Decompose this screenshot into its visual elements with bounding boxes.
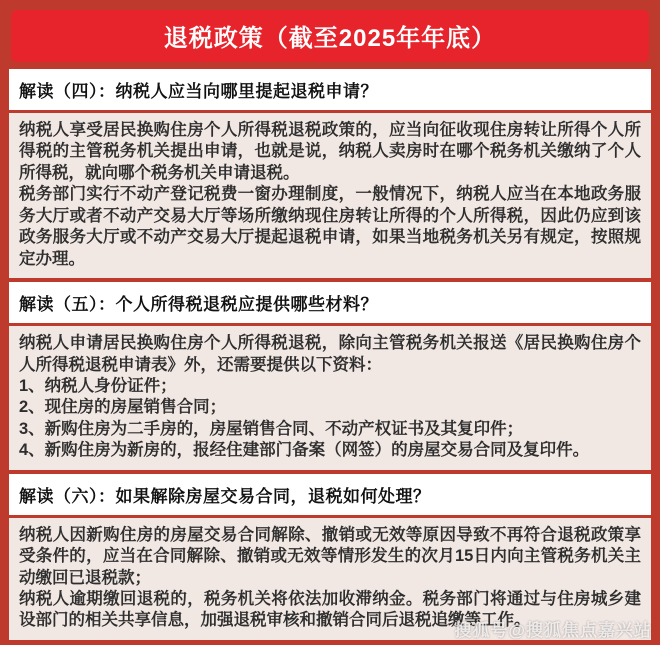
paragraph: 纳税人申请居民换购住房个人所得税退税，除向主管税务机关报送《居民换购住房个人所得税退税申请表》外，还需要提供以下资料： xyxy=(19,334,641,374)
list-item-4: 4、新购住房为新房的，报经住建部门备案（网签）的房屋交易合同及复印件。 xyxy=(19,441,590,460)
watermark: 搜狐号@搜狐焦点嘉兴站 xyxy=(454,621,652,640)
section-jiedu-6 xyxy=(9,474,651,640)
section-jiedu-4 xyxy=(9,69,651,278)
list-item-2: 2、现住房的房屋销售合同； xyxy=(19,398,227,417)
list-item-1: 1、纳税人身份证件； xyxy=(19,376,177,395)
paragraph: 税务部门实行不动产登记税费一窗办理制度，一般情况下，纳税人应当在本地政务服务大厅或者不动产交易大厅等场所缴纳现住房转让所得的个人所得税，因此仍应到该政务服务大厅或不动产交易大厅提起退税申请，如果当地税务机关另有规定，按照规定办理。 xyxy=(19,185,641,268)
paragraph: 纳税人享受居民换购住房个人所得税退税政策的，应当向征收现住房转让所得个人所得税的主管税务机关提出申请，也就是说，纳税人卖房时在哪个税务机关缴纳了个人所得税，就向哪个税务机关申请退税。 xyxy=(19,121,641,182)
section-jiedu-5 xyxy=(9,282,651,470)
list-item-3: 3、新购住房为二手房的，房屋销售合同、不动产权证书及其复印件； xyxy=(19,419,524,438)
paragraph: 纳税人因新购住房的房屋交易合同解除、撤销或无效等原因导致不再符合退税政策享受条件的，应当在合同解除、撤销或无效等情形发生的次月15日内向主管税务机关主动缴回已退税款； xyxy=(19,525,641,587)
section-4-body xyxy=(9,113,651,278)
paragraph: 纳税人逾期缴回退税的，税务机关将依法加收滞纳金。税务部门将通过与住房城乡建设部门的相关共享信息，加强退税审核和撤销合同后退税追缴等工作。 xyxy=(19,590,641,630)
section-4-heading: 解读（四）：纳税人应当向哪里提起退税申请？ xyxy=(9,69,651,110)
section-5-body xyxy=(9,326,651,470)
section-5-heading: 解读（五）：个人所得税退税应提供哪些材料？ xyxy=(9,282,651,323)
section-6-body xyxy=(9,518,651,640)
section-6-heading: 解读（六）：如果解除房屋交易合同，退税如何处理？ xyxy=(9,474,651,515)
poster-title-banner: 退税政策（截至2025年年底） xyxy=(11,10,649,62)
